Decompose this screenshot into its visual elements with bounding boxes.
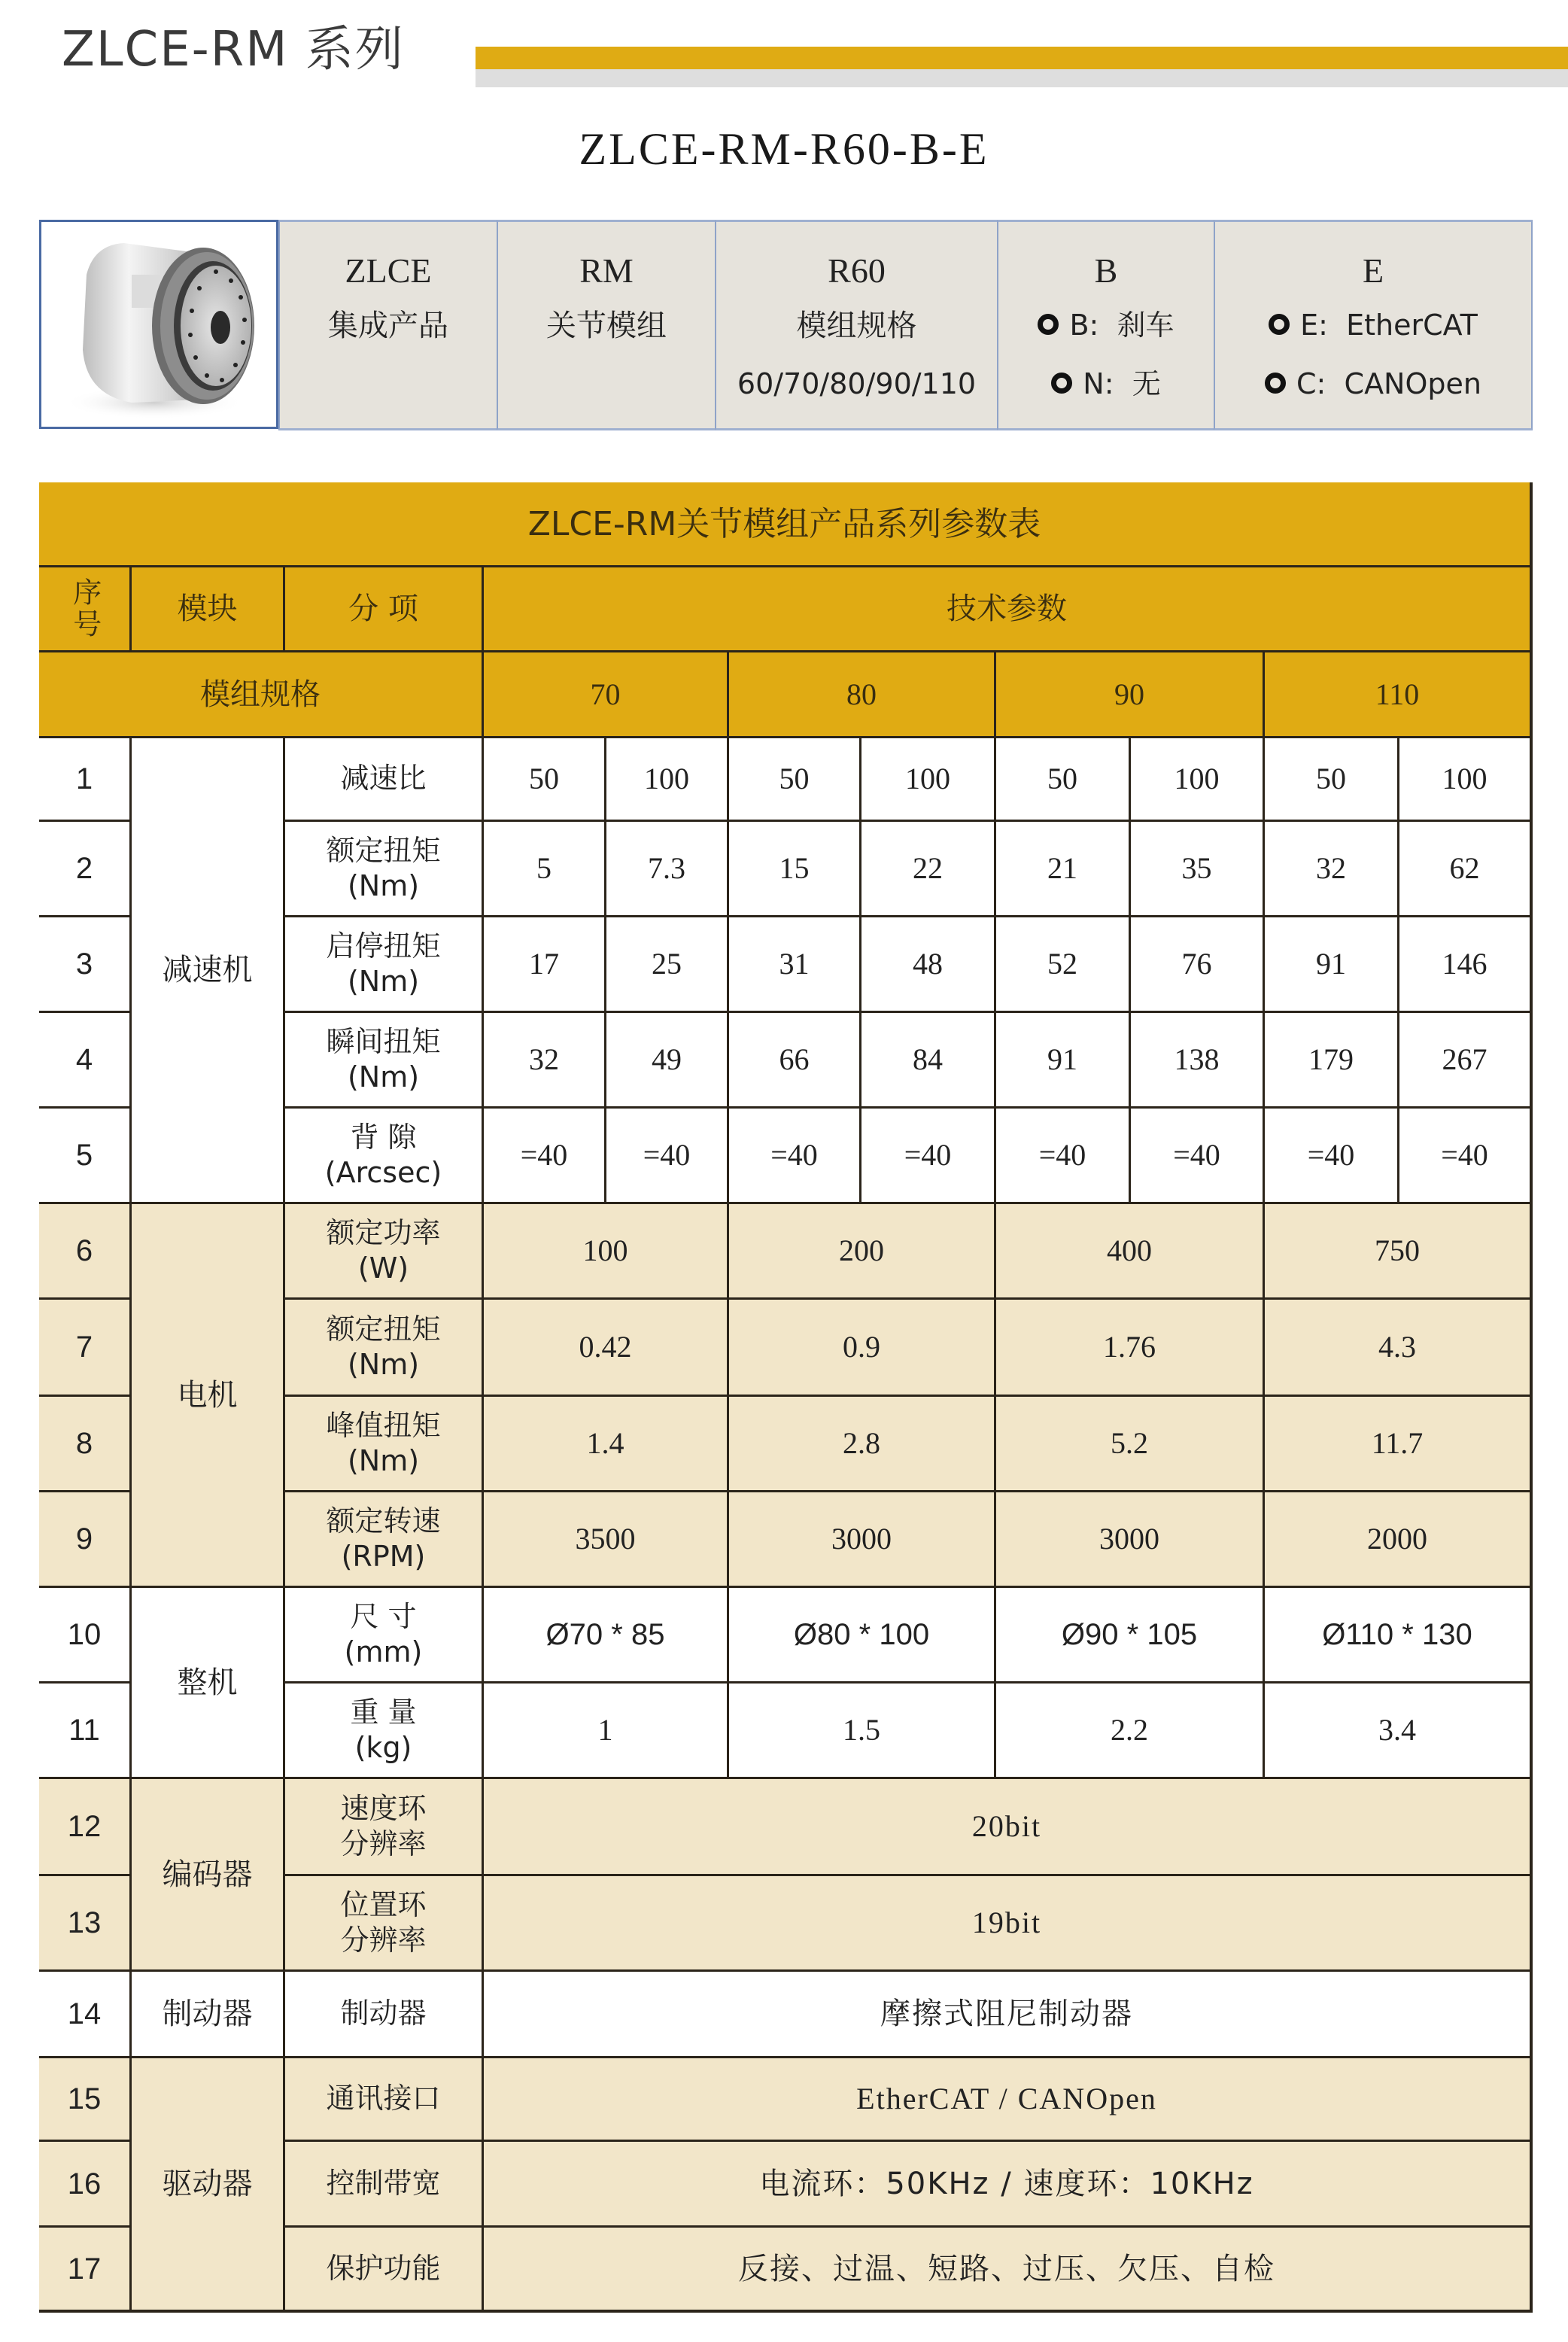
row-item-3 [285,917,484,1013]
value-cell: =40 [1265,1109,1399,1204]
header-tech-params: 技术参数 [484,567,1530,652]
value-cell-span: 摩擦式阻尼制动器 [484,1972,1530,2058]
item-name: 速度环 [340,1791,427,1825]
value-cell: 100 [1131,738,1265,822]
value-cell: 100 [861,738,996,822]
code-desc: 集成产品 [328,309,448,343]
value-cell: =40 [861,1109,996,1204]
option-label: 刹车 [1117,309,1174,342]
value-cell: Ø110 * 130 [1265,1588,1530,1684]
value-cell: 0.9 [729,1300,996,1397]
value-cell: 32 [484,1013,606,1109]
item-name: 背 隙 [350,1120,417,1154]
item-unit: (RPM) [341,1540,426,1573]
bullet-icon [1269,314,1290,335]
parameter-table [39,482,1533,2313]
value-cell: =40 [484,1109,606,1204]
value-cell: 91 [1265,917,1399,1013]
value-cell: 0.42 [484,1300,729,1397]
value-cell: 32 [1265,822,1399,917]
value-cell: =40 [996,1109,1131,1204]
option-none [998,367,1214,400]
model-code-breakdown [39,220,1533,430]
row-seq-4: 4 [39,1013,132,1109]
value-cell: =40 [729,1109,861,1204]
value-cell: 76 [1131,917,1265,1013]
value-cell: 25 [606,917,729,1013]
row-seq-11: 11 [39,1684,132,1779]
item-unit: 分辨率 [340,1924,427,1957]
item-name: 启停扭矩 [326,929,441,963]
row-seq-3: 3 [39,917,132,1013]
code-segment-rm [497,220,715,430]
value-cell: 21 [996,822,1131,917]
value-cell: 2000 [1265,1492,1530,1588]
table-title: ZLCE-RM关节模组产品系列参数表 [39,482,1530,567]
value-cell: 66 [729,1013,861,1109]
option-label: EtherCAT [1346,309,1478,342]
row-seq-12: 12 [39,1779,132,1876]
item-name: 额定扭矩 [326,1312,441,1346]
value-cell: 62 [1399,822,1530,917]
code-letter: B [1094,251,1118,290]
code-segment-r60 [715,220,997,430]
value-cell: 100 [1399,738,1530,822]
code-segment-brake [997,220,1214,430]
joint-module-icon [41,222,276,427]
row-item-2 [285,822,484,917]
module-group-5: 驱动器 [132,2058,285,2310]
module-group-4: 制动器 [132,1972,285,2058]
row-item-4 [285,1013,484,1109]
row-seq-8: 8 [39,1397,132,1492]
row-seq-7: 7 [39,1300,132,1397]
value-cell-span: 19bit [484,1876,1530,1972]
item-name: 控制带宽 [326,2166,441,2200]
row-seq-17: 17 [39,2228,132,2310]
spec-size-70: 70 [484,652,729,738]
value-cell: 2.8 [729,1397,996,1492]
spec-row-label: 模组规格 [39,652,484,738]
bullet-icon [1038,314,1059,335]
item-name: 瞬间扭矩 [326,1024,441,1058]
code-letter: RM [579,251,634,290]
value-cell-span: 电流环：50KHz / 速度环：10KHz [484,2142,1530,2228]
value-cell: 91 [996,1013,1131,1109]
option-label: 无 [1132,367,1161,400]
code-letter: ZLCE [345,251,432,290]
option-key: N: [1083,367,1114,400]
value-cell: 138 [1131,1013,1265,1109]
row-seq-14: 14 [39,1972,132,2058]
header-module: 模块 [132,567,285,652]
value-cell: =40 [1399,1109,1530,1204]
value-cell: 49 [606,1013,729,1109]
option-key: E: [1300,309,1328,342]
item-unit: (Nm) [347,1060,420,1093]
item-unit: (Nm) [347,1348,420,1381]
module-group-3: 编码器 [132,1779,285,1972]
item-name: 通讯接口 [326,2082,441,2115]
value-cell: Ø80 * 100 [729,1588,996,1684]
row-item-7 [285,1300,484,1397]
code-desc: 关节模组 [546,309,667,343]
option-canopen [1215,367,1531,400]
value-cell: 100 [606,738,729,822]
code-segment-comm [1214,220,1533,430]
value-cell-span: 反接、过温、短路、过压、欠压、自检 [484,2228,1530,2310]
value-cell: 400 [996,1204,1265,1300]
option-key: C: [1296,367,1326,400]
value-cell-span: EtherCAT / CANOpen [484,2058,1530,2142]
header-accent-bar [476,47,1568,69]
option-label: CANOpen [1344,367,1481,400]
row-seq-16: 16 [39,2142,132,2228]
item-name: 位置环 [340,1887,427,1921]
value-cell: Ø90 * 105 [996,1588,1265,1684]
value-cell: 5.2 [996,1397,1265,1492]
code-sub: 60/70/80/90/110 [737,367,977,400]
value-cell: 50 [1265,738,1399,822]
row-seq-6: 6 [39,1204,132,1300]
row-seq-9: 9 [39,1492,132,1588]
bullet-icon [1265,373,1286,394]
value-cell: 84 [861,1013,996,1109]
item-name: 尺 寸 [350,1599,417,1633]
value-cell: Ø70 * 85 [484,1588,729,1684]
spec-size-80: 80 [729,652,996,738]
row-item-16 [285,2142,484,2228]
item-name: 额定转速 [326,1504,441,1538]
value-cell: 1.5 [729,1684,996,1779]
value-cell: 3000 [729,1492,996,1588]
product-image [39,220,278,429]
module-group-1: 电机 [132,1204,285,1588]
code-segment-zlce [278,220,497,430]
header-seq-label: 序号 [68,577,102,640]
item-name: 额定功率 [326,1215,441,1249]
item-name: 重 量 [350,1695,417,1729]
item-name: 保护功能 [326,2251,441,2285]
value-cell: 7.3 [606,822,729,917]
value-cell: 31 [729,917,861,1013]
bullet-icon [1051,373,1072,394]
row-item-13 [285,1876,484,1972]
value-cell: 3000 [996,1492,1265,1588]
item-name: 制动器 [340,1997,427,2030]
series-title: ZLCE-RM 系列 [62,22,405,78]
value-cell: 4.3 [1265,1300,1530,1397]
value-cell: 2.2 [996,1684,1265,1779]
item-unit: (Nm) [347,965,420,998]
row-item-1 [285,738,484,822]
value-cell: 3500 [484,1492,729,1588]
row-item-6 [285,1204,484,1300]
value-cell: 1.4 [484,1397,729,1492]
item-unit: (Nm) [347,1444,420,1477]
value-cell: 1.76 [996,1300,1265,1397]
item-unit: (Arcsec) [324,1156,442,1189]
option-ethercat [1215,309,1531,342]
module-group-2: 整机 [132,1588,285,1779]
value-cell: 3.4 [1265,1684,1530,1779]
value-cell-span: 20bit [484,1779,1530,1876]
value-cell: =40 [1131,1109,1265,1204]
spec-size-110: 110 [1265,652,1530,738]
value-cell: 100 [484,1204,729,1300]
value-cell: 179 [1265,1013,1399,1109]
row-item-5 [285,1109,484,1204]
value-cell: 15 [729,822,861,917]
item-unit: (Nm) [347,869,420,902]
value-cell: 35 [1131,822,1265,917]
value-cell: 22 [861,822,996,917]
row-seq-15: 15 [39,2058,132,2142]
row-seq-10: 10 [39,1588,132,1684]
row-item-17 [285,2228,484,2310]
value-cell: 267 [1399,1013,1530,1109]
value-cell: 50 [996,738,1131,822]
value-cell: =40 [606,1109,729,1204]
value-cell: 1 [484,1684,729,1779]
item-unit: 分辨率 [340,1827,427,1860]
code-letter: E [1362,251,1384,290]
value-cell: 50 [484,738,606,822]
value-cell: 52 [996,917,1131,1013]
module-group-0: 减速机 [132,738,285,1204]
value-cell: 48 [861,917,996,1013]
code-letter: R60 [828,251,886,290]
header-gray-bar [476,69,1568,87]
item-name: 减速比 [340,762,427,795]
model-code-title: ZLCE-RM-R60-B-E [579,124,989,174]
row-item-8 [285,1397,484,1492]
row-item-12 [285,1779,484,1876]
row-item-14 [285,1972,484,2058]
item-unit: (mm) [344,1635,423,1668]
option-key: B: [1069,309,1099,342]
value-cell: 750 [1265,1204,1530,1300]
spec-size-90: 90 [996,652,1265,738]
header-seq [39,567,132,652]
row-item-15 [285,2058,484,2142]
item-unit: (kg) [354,1731,412,1764]
code-desc: 模组规格 [796,309,917,343]
row-item-11 [285,1684,484,1779]
value-cell: 200 [729,1204,996,1300]
value-cell: 17 [484,917,606,1013]
row-seq-13: 13 [39,1876,132,1972]
row-item-10 [285,1588,484,1684]
value-cell: 50 [729,738,861,822]
header-item: 分 项 [285,567,484,652]
value-cell: 5 [484,822,606,917]
row-seq-5: 5 [39,1109,132,1204]
item-unit: (W) [357,1252,409,1285]
row-seq-2: 2 [39,822,132,917]
value-cell: 11.7 [1265,1397,1530,1492]
option-brake [998,309,1214,342]
item-name: 额定扭矩 [326,833,441,867]
value-cell: 146 [1399,917,1530,1013]
row-seq-1: 1 [39,738,132,822]
row-item-9 [285,1492,484,1588]
item-name: 峰值扭矩 [326,1408,441,1442]
